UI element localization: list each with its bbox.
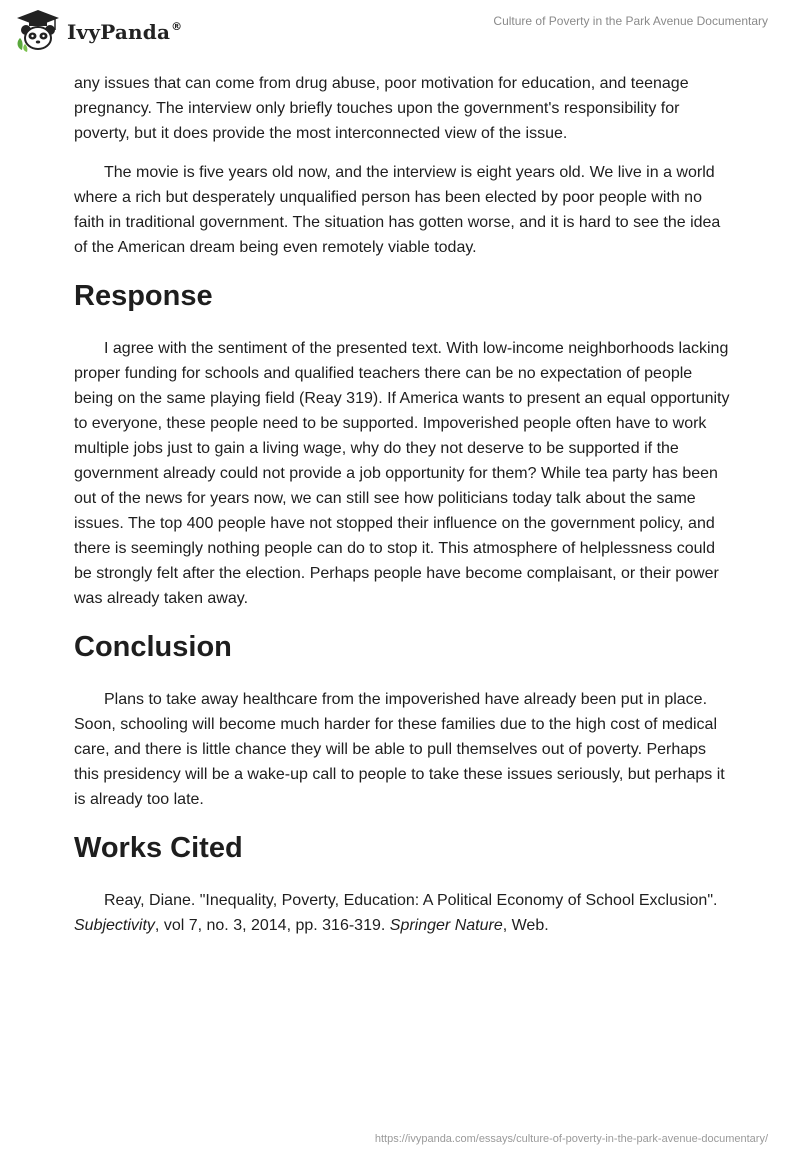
brand-name: IvyPanda® (67, 20, 183, 44)
paragraph-response: I agree with the sentiment of the presented text. With low-income neighborhoods lacking proper funding for schools and qualified teachers there can be no expectation of people being on the same playing field (Reay 319). If America wants to present an equal opportunity to everyone, these people need to be supported. Impoverished people often have to work multiple jobs just to gain a living wage, why do they not deserve to be supported if the government already could not provide a job opportunity for them? While tea party has been out of the news for years now, we can still see how politicians today talk about the same issues. The top 400 people have not stopped their influence on the government policy, and there is seemingly nothing people can do to stop it. This atmosphere of helplessness could be strongly felt after the election. Perhaps people have become complaisant, or their power was already taken away. (74, 340, 730, 607)
page-header (0, 0, 800, 62)
document-title: Culture of Poverty in the Park Avenue Documentary (493, 14, 768, 28)
citation-journal: Subjectivity (74, 917, 155, 934)
citation-reay: Reay, Diane. "Inequality, Poverty, Education: A Political Economy of School Exclusion". Subjectivity, vol 7, no. 3, 2014, pp. 316-319. Springer Nature, Web. (74, 892, 718, 934)
heading-response: Response (74, 280, 213, 312)
heading-conclusion: Conclusion (74, 631, 232, 663)
citation-publisher: Springer Nature (389, 917, 503, 934)
essay-content (74, 71, 730, 952)
source-url-link[interactable]: https://ivypanda.com/essays/culture-of-poverty-in-the-park-avenue-documentary/ (374, 1133, 768, 1145)
paragraph-continued: any issues that can come from drug abuse, poor motivation for education, and teenage pregnancy. The interview only briefly touches upon the government's responsibility for poverty, but it does provide the most interconnected view of the issue. (74, 75, 689, 142)
paragraph-movie-age: The movie is five years old now, and the interview is eight years old. We live in a world where a rich but desperately unqualified person has been elected by poor people with no faith in traditional government. The situation has gotten worse, and it is hard to see the idea of the American dream being even remotely viable today. (74, 164, 721, 256)
heading-works-cited: Works Cited (74, 832, 243, 864)
paragraph-conclusion: Plans to take away healthcare from the impoverished have already been put in place. Soon, schooling will become much harder for these families due to the high cost of medical care, and there is little chance they will be able to pull themselves out of poverty. Perhaps this presidency will be a wake-up call to people to take these issues seriously, but perhaps it is already too late. (74, 691, 725, 808)
ivypanda-logo[interactable] (15, 8, 182, 52)
panda-graduate-icon (15, 8, 61, 52)
